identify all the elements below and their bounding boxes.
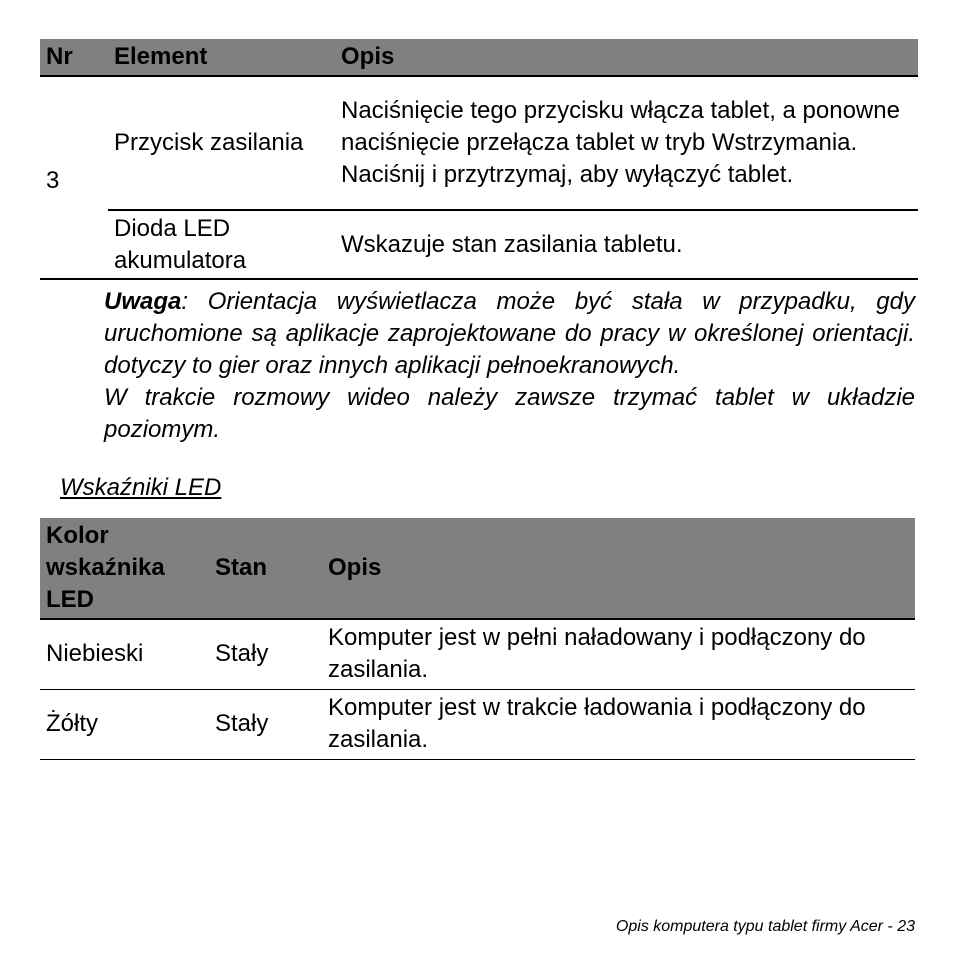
led-state: Stały <box>209 689 322 759</box>
row-number: 3 <box>40 76 108 279</box>
table-row <box>40 619 915 689</box>
column-header-opis: Opis <box>335 39 918 76</box>
table-header-row <box>40 39 918 76</box>
column-header-opis: Opis <box>322 518 915 619</box>
led-indicators-table <box>40 518 915 760</box>
led-color: Żółty <box>40 689 209 759</box>
led-description: Komputer jest w pełni naładowany i podłączony do zasilania. <box>322 619 915 689</box>
note-block <box>104 286 915 446</box>
section-title: Wskaźniki LED <box>60 474 222 501</box>
elements-table <box>40 39 918 280</box>
table-row <box>40 76 918 210</box>
element-name: Dioda LED akumulatora <box>108 210 335 279</box>
note-text: : Orientacja wyświetlacza może być stała w przypadku, gdy uruchomione są aplikacje zaprojektowane do pracy w określonej orientacji. dotyczy to gier oraz innych aplikacji pełnoekranowych. <box>104 288 915 379</box>
element-description: Naciśnięcie tego przycisku włącza tablet, a ponowne naciśnięcie przełącza tablet w tryb Wstrzymania. Naciśnij i przytrzymaj, aby wyłączyć tablet. <box>335 76 918 210</box>
table-row <box>40 210 918 279</box>
note-paragraph: W trakcie rozmowy wideo należy zawsze trzymać tablet w układzie poziomym. <box>104 384 915 443</box>
element-name: Przycisk zasilania <box>108 76 335 210</box>
column-header-stan: Stan <box>209 518 322 619</box>
page-footer: Opis komputera typu tablet firmy Acer - 23 <box>615 918 915 935</box>
table-row <box>40 689 915 759</box>
column-header-element: Element <box>108 39 335 76</box>
element-description: Wskazuje stan zasilania tabletu. <box>335 210 918 279</box>
column-header-kolor: Kolor wskaźnika LED <box>40 518 209 619</box>
table-header-row <box>40 518 915 619</box>
led-description: Komputer jest w trakcie ładowania i podłączony do zasilania. <box>322 689 915 759</box>
led-color: Niebieski <box>40 619 209 689</box>
note-label: Uwaga <box>104 288 182 315</box>
led-state: Stały <box>209 619 322 689</box>
column-header-nr: Nr <box>40 39 108 76</box>
note-paragraph <box>104 286 915 382</box>
